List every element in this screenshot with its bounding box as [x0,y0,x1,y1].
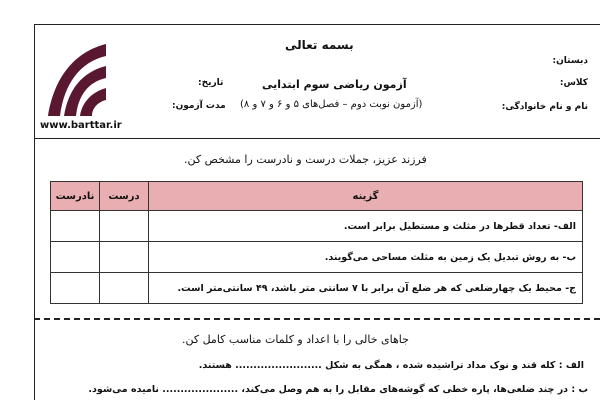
true-false-table [50,181,583,304]
top-border [34,24,600,25]
option-header: گزینه [149,182,583,211]
statement-text: الف- تعداد قطرها در مثلث و مستطیل برابر است. [149,211,583,242]
barttar-logo-icon [40,38,110,118]
fill-blank-item: ب : در چند ضلعی‌ها، پاره خطی که گوشه‌های مقابل را به هم وصل می‌کند، ..................... نامیده می‌شود. [88,384,588,395]
left-border [34,24,35,400]
class-label: کلاس: [559,78,588,88]
header-divider [34,138,600,139]
correct-cell[interactable] [100,273,149,304]
statement-text: ب- به روش تبدیل یک زمین به مثلث مساحی می‌گویند. [149,242,583,273]
basmala: بسمه تعالی [285,38,354,52]
incorrect-cell[interactable] [51,211,100,242]
fill-blank-item: الف : کله قند و نوک مداد تراشیده شده ، همگی به شکل ........................ هستند. [198,360,584,371]
name-label: نام و نام خانوادگی: [501,102,588,112]
table-row [51,242,583,273]
table-row [51,211,583,242]
website-url: www.barttar.ir [40,120,122,131]
exam-title: آزمون ریاضی سوم ابتدایی [262,78,407,91]
section1-instruction: فرزند عزیز، جملات درست و نادرست را مشخص کن. [184,153,427,166]
correct-header: درست [100,182,149,211]
section2-instruction: جاهای خالی را با اعداد و کلمات مناسب کامل کن. [182,333,409,346]
exam-subtitle: (آزمون نوبت دوم – فصل‌های ۵ و ۶ و ۷ و ۸) [240,99,423,110]
section-divider [34,318,600,320]
correct-cell[interactable] [100,242,149,273]
duration-label: مدت آزمون: [172,101,226,111]
incorrect-cell[interactable] [51,242,100,273]
table-row [51,273,583,304]
correct-cell[interactable] [100,211,149,242]
incorrect-cell[interactable] [51,273,100,304]
table-header-row [51,182,583,211]
school-label: دبستان: [552,56,588,66]
incorrect-header: نادرست [51,182,100,211]
date-label: تاریخ: [198,78,224,88]
statement-text: ج- محیط یک چهارضلعی که هر ضلع آن برابر با ۷ سانتی متر باشد، ۴۹ سانتی‌متر است. [149,273,583,304]
